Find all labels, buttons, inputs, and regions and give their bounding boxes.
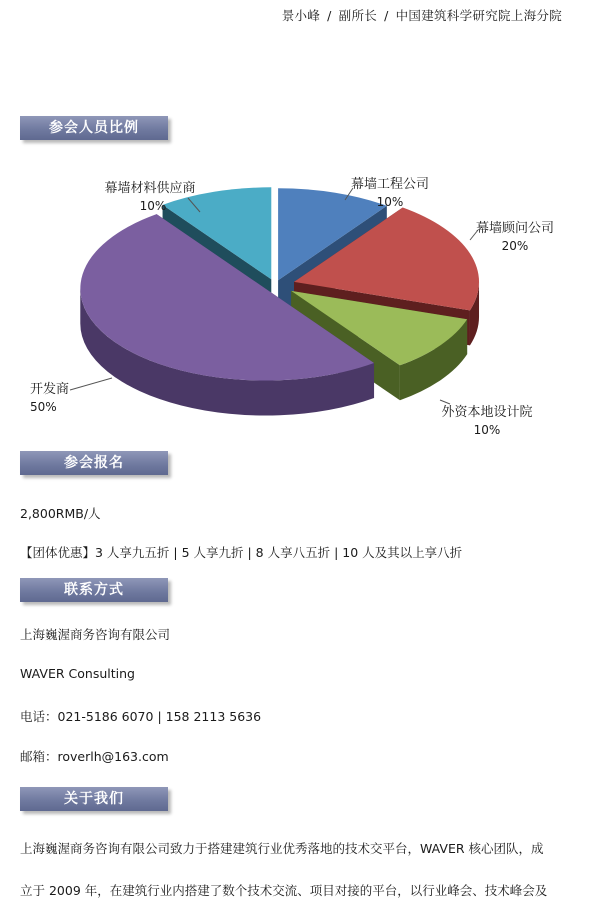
pie-slice-value: 10% <box>473 423 501 437</box>
pie-slice-value: 50% <box>30 400 57 414</box>
author-title: 副所长 <box>338 8 378 23</box>
attendee-ratio-pie-chart <box>0 160 600 450</box>
pie-slice-label: 外资本地设计院 <box>441 405 533 420</box>
pie-slice-value: 10% <box>376 195 404 209</box>
section-header-attendees: 参会人员比例 <box>20 116 168 140</box>
pie-leader-line <box>70 378 112 390</box>
about-line-2: 立于 2009 年，在建筑行业内搭建了数个技术交流、项目对接的平台，以行业峰会、技术峰会及 <box>20 883 548 898</box>
contact-email: 邮箱：roverlh@163.com <box>20 749 169 764</box>
pie-slice-value: 20% <box>501 239 529 253</box>
about-line-1: 上海巍渥商务咨询有限公司致力于搭建建筑行业优秀落地的技术交平台，WAVER 核心团队，成 <box>20 841 544 856</box>
registration-price: 2,800RMB/人 <box>20 506 101 521</box>
pie-chart-svg <box>0 160 600 450</box>
company-name-en: WAVER Consulting <box>20 666 135 681</box>
pie-slice-label: 幕墙工程公司 <box>350 177 430 192</box>
pie-slice-value: 10% <box>139 199 167 213</box>
author-name: 景小峰 <box>281 8 321 23</box>
pie-slice-label: 开发商 <box>30 382 70 397</box>
separator: / <box>327 8 332 23</box>
group-discount: 【团体优惠】3 人享九五折 | 5 人享九折 | 8 人享八五折 | 10 人及其以上享八折 <box>20 545 463 560</box>
section-header-contact: 联系方式 <box>20 578 168 602</box>
contact-phone: 电话：021-5186 6070 | 158 2113 5636 <box>20 709 262 724</box>
separator: / <box>384 8 389 23</box>
section-header-about: 关于我们 <box>20 787 168 811</box>
section-header-registration: 参会报名 <box>20 451 168 475</box>
author-org: 中国建筑科学研究院上海分院 <box>395 8 562 23</box>
byline <box>282 6 562 24</box>
pie-slice-label: 幕墙材料供应商 <box>104 181 196 196</box>
pie-slice-label: 幕墙顾问公司 <box>475 221 555 236</box>
company-name-cn: 上海巍渥商务咨询有限公司 <box>20 627 171 642</box>
pie-leader-line <box>440 400 450 404</box>
